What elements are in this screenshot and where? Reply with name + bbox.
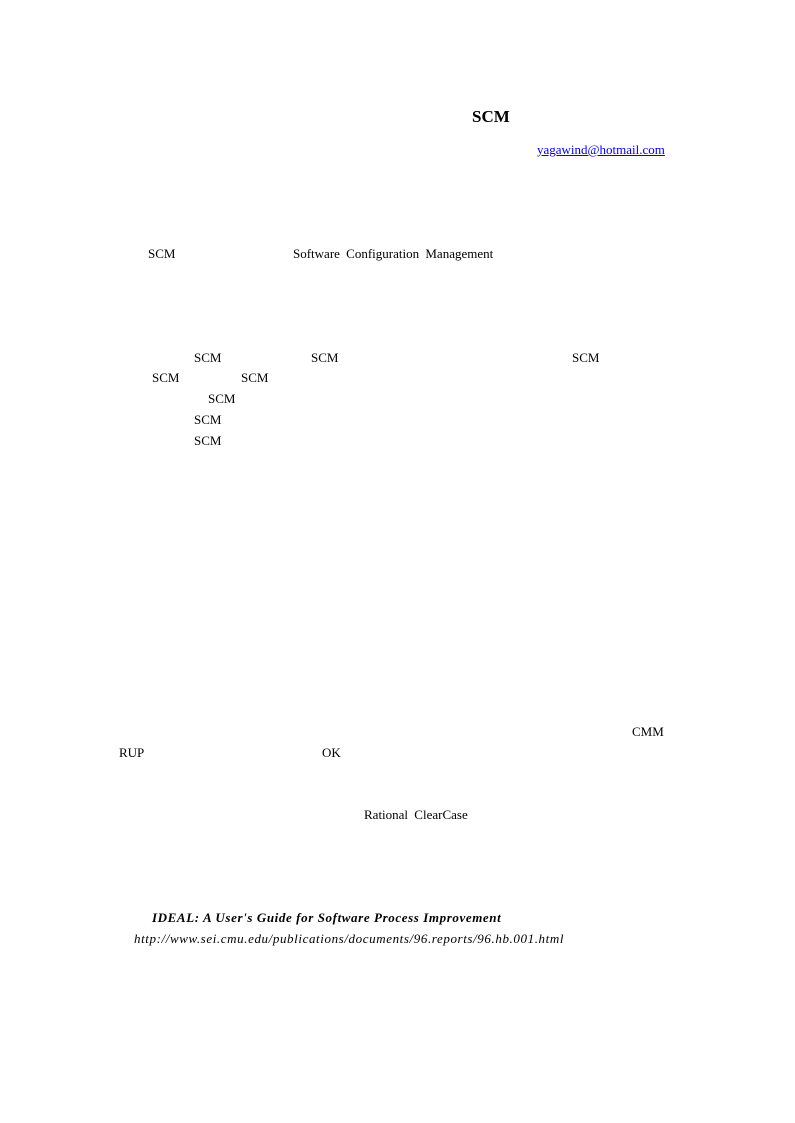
author-email-link[interactable]: yagawind@hotmail.com xyxy=(537,142,665,157)
section1-line1-term-b: SCM xyxy=(311,350,339,365)
section2-ok-term: OK xyxy=(322,745,341,760)
reference-title: IDEAL: A User's Guide for Software Process Improvement xyxy=(152,910,502,925)
section2-rup-term: RUP xyxy=(119,745,145,760)
section1-line4-term: SCM xyxy=(194,412,222,427)
section1-line1-term-a: SCM xyxy=(194,350,222,365)
section1-line5-term: SCM xyxy=(194,433,222,448)
section1-line1-term-c: SCM xyxy=(572,350,600,365)
page-title: SCM xyxy=(472,107,510,126)
section2-cmm-term: CMM xyxy=(632,724,664,739)
section1-line2-term-a: SCM xyxy=(152,370,180,385)
section1-line2-term-b: SCM xyxy=(241,370,269,385)
section1-line3-term: SCM xyxy=(208,391,236,406)
reference-url: http://www.sei.cmu.edu/publications/documents/96.reports/96.hb.001.html xyxy=(134,931,565,946)
intro-full-name: Software Configuration Management xyxy=(293,246,494,261)
tool-name: Rational ClearCase xyxy=(364,807,468,822)
intro-scm-term: SCM xyxy=(148,246,176,261)
